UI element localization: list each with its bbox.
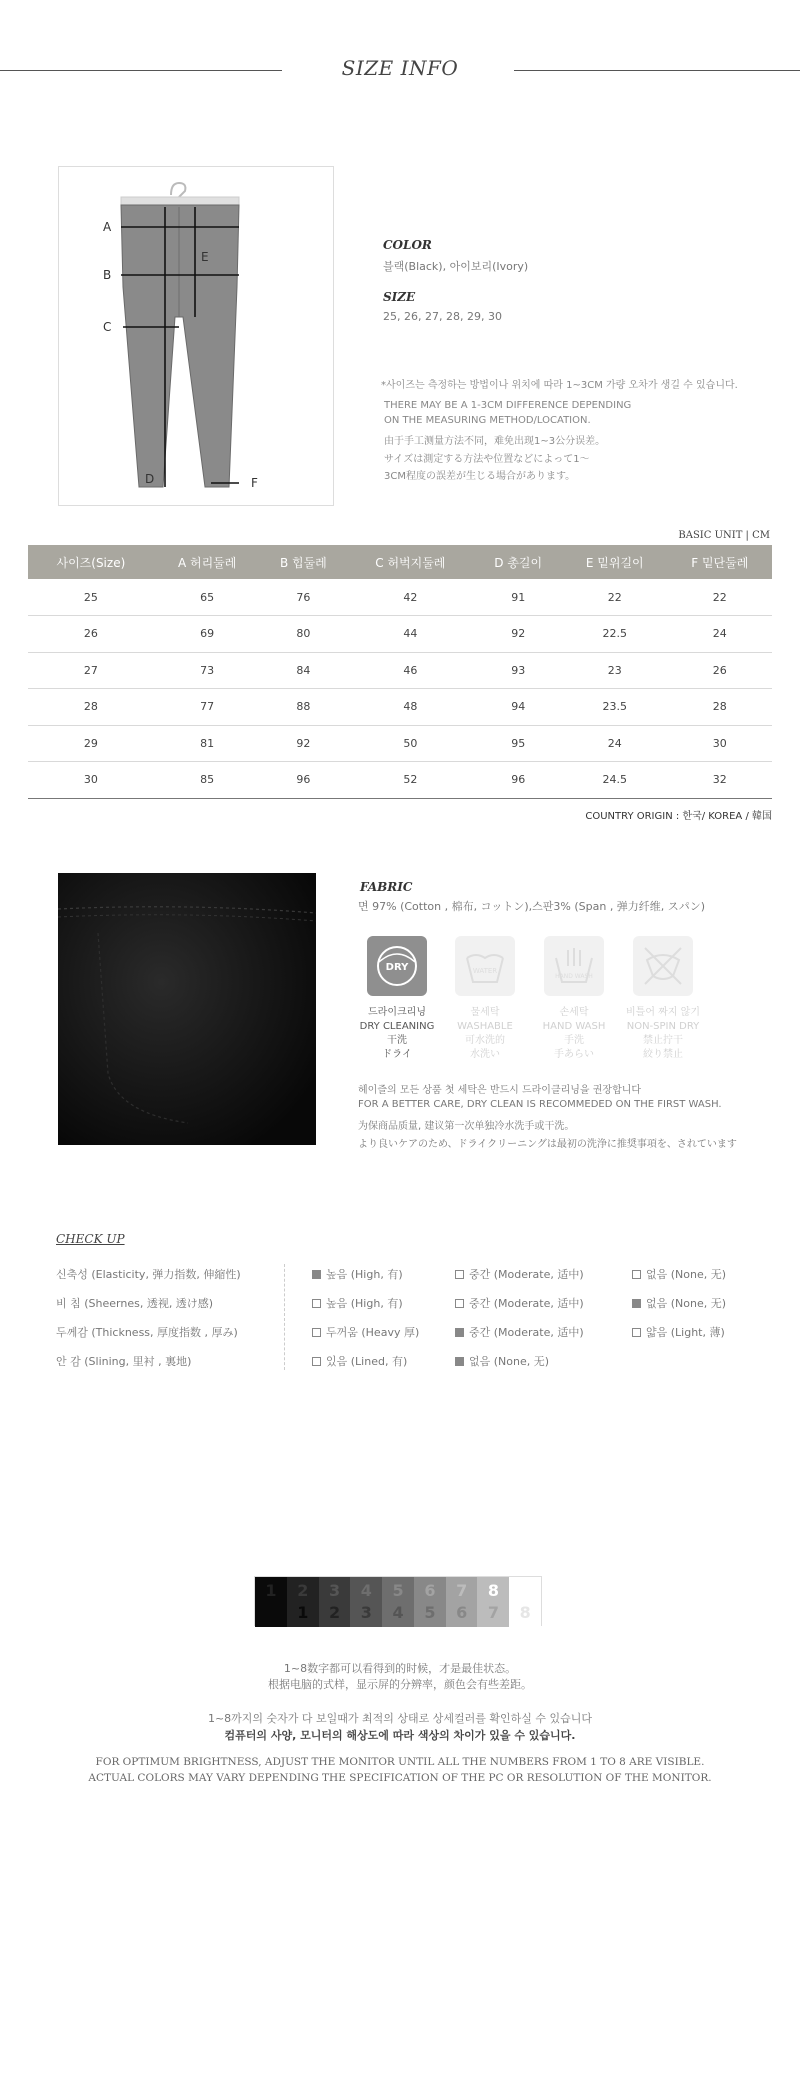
table-cell: 92: [474, 616, 561, 653]
table-cell: 25: [28, 579, 154, 616]
table-cell: 22: [668, 579, 772, 616]
table-cell: 30: [28, 762, 154, 799]
label-b: B: [103, 268, 112, 282]
table-row: [28, 689, 772, 726]
table-row: [28, 762, 772, 799]
option-thickness-heavy: 두꺼움 (Heavy 厚): [312, 1324, 419, 1340]
advice-en: FOR A BETTER CARE, DRY CLEAN IS RECOMMEDED ON THE FIRST WASH.: [358, 1099, 722, 1110]
option-lining-none: 없음 (None, 无): [455, 1353, 549, 1369]
table-cell: 50: [346, 725, 474, 762]
pants-illustration: [59, 167, 333, 505]
table-cell: 22: [562, 579, 668, 616]
gray-cell: 3 2: [319, 1577, 351, 1627]
size-table: [28, 545, 772, 799]
checkbox-checked: [455, 1328, 464, 1337]
checkup-divider: [284, 1264, 285, 1370]
note-ko: *사이즈는 측정하는 방법이나 위치에 따라 1~3CM 가량 오차가 생길 수 있습니다.: [381, 380, 738, 391]
page-title: SIZE INFO: [341, 56, 459, 80]
gray-cell: 6 5: [414, 1577, 446, 1627]
checkbox-unchecked: [455, 1270, 464, 1279]
gray-cell: 1: [255, 1577, 287, 1627]
water-wash-icon: [455, 936, 515, 996]
table-cell: 92: [261, 725, 347, 762]
table-row: [28, 652, 772, 689]
table-cell: 88: [261, 689, 347, 726]
table-cell: 84: [261, 652, 347, 689]
table-cell: 80: [261, 616, 347, 653]
table-cell: 52: [346, 762, 474, 799]
brightness-scale: [254, 1576, 542, 1626]
table-cell: 96: [261, 762, 347, 799]
table-cell: 32: [668, 762, 772, 799]
table-cell: 24.5: [562, 762, 668, 799]
fabric-photo: [58, 873, 316, 1145]
fabric-texture: [58, 873, 316, 1145]
checkup-label-thickness: 두께감 (Thickness, 厚度指数 , 厚み): [56, 1326, 238, 1339]
label-c: C: [103, 320, 112, 334]
table-header: E 밑위길이: [562, 545, 668, 579]
table-row: [28, 616, 772, 653]
note-cn: 由于手工测量方法不同，难免出现1~3公分误差。: [384, 436, 606, 447]
care-text-dry: 드라이크리닝 DRY CLEANING 干洗 ドライ: [359, 1007, 435, 1060]
table-cell: 91: [474, 579, 561, 616]
care-text-hand: 손세탁 HAND WASH 手洗 手あらい: [542, 1007, 606, 1060]
option-sheerness-none: 없음 (None, 无): [632, 1295, 726, 1311]
table-header: F 밑단둘레: [668, 545, 772, 579]
table-cell: 27: [28, 652, 154, 689]
table-header-row: [28, 545, 772, 579]
monitor-text-en-1: FOR OPTIMUM BRIGHTNESS, ADJUST THE MONITOR UNTIL ALL THE NUMBERS FROM 1 TO 8 ARE VISIBLE.: [95, 1756, 705, 1768]
checkbox-checked: [632, 1299, 641, 1308]
size-value: 25, 26, 27, 28, 29, 30: [383, 310, 502, 323]
label-a: A: [103, 220, 112, 234]
table-header: A 허리둘레: [154, 545, 261, 579]
option-sheerness-high: 높음 (High, 有): [312, 1295, 403, 1311]
monitor-text-cn-2: 根据电脑的式样，显示屏的分辨率，颜色会有些差距。: [268, 1678, 532, 1691]
gray-cell: 7 6: [446, 1577, 478, 1627]
table-cell: 46: [346, 652, 474, 689]
table-cell: 42: [346, 579, 474, 616]
gray-cell: 5 4: [382, 1577, 414, 1627]
gray-cell: 8 7: [477, 1577, 509, 1627]
table-cell: 65: [154, 579, 261, 616]
table-header: 사이즈(Size): [28, 545, 154, 579]
gray-cell: 4 3: [350, 1577, 382, 1627]
option-thickness-light: 얇음 (Light, 薄): [632, 1324, 725, 1340]
table-cell: 24: [668, 616, 772, 653]
table-cell: 48: [346, 689, 474, 726]
checkbox-unchecked: [632, 1328, 641, 1337]
gray-cell: 2 1: [287, 1577, 319, 1627]
table-cell: 69: [154, 616, 261, 653]
checkbox-checked: [312, 1270, 321, 1279]
care-text-water: 물세탁 WASHABLE 可水洗的 水洗い: [457, 1007, 513, 1060]
label-d: D: [145, 472, 155, 486]
table-cell: 93: [474, 652, 561, 689]
svg-text:WATER: WATER: [472, 967, 498, 975]
checkup-label-elasticity: 신축성 (Elasticity, 弹力指数, 伸縮性): [56, 1268, 241, 1281]
table-cell: 73: [154, 652, 261, 689]
checkbox-unchecked: [312, 1299, 321, 1308]
note-jp-1: サイズは測定する方法や位置などによって1〜: [384, 454, 590, 465]
svg-text:DRY: DRY: [385, 962, 409, 973]
table-header: D 총길이: [474, 545, 561, 579]
table-cell: 96: [474, 762, 561, 799]
table-cell: 23.5: [562, 689, 668, 726]
table-row: [28, 725, 772, 762]
checkbox-unchecked: [455, 1299, 464, 1308]
advice-cn: 为保商品质量, 建议第一次单独冷水洗手或干洗。: [358, 1121, 575, 1132]
option-thickness-moderate: 중간 (Moderate, 适中): [455, 1324, 584, 1340]
gray-cell: 8: [509, 1577, 541, 1627]
label-e: E: [201, 250, 209, 264]
monitor-text-ko-1: 1~8까지의 숫자가 다 보일때가 최적의 상태로 상세컬러를 확인하실 수 있습니다: [207, 1712, 593, 1725]
label-f: F: [251, 476, 258, 490]
size-heading: SIZE: [383, 290, 416, 304]
no-spin-dry-icon: [633, 936, 693, 996]
table-cell: 23: [562, 652, 668, 689]
color-value: 블랙(Black), 아이보리(Ivory): [383, 260, 529, 273]
monitor-text-ko-2: 컴퓨터의 사양, 모니터의 해상도에 따라 색상의 차이가 있을 수 있습니다.: [224, 1729, 576, 1742]
fabric-value: 면 97% (Cotton , 棉布, コットン),스판3% (Span , 弹力纤维, スパン): [358, 900, 706, 913]
monitor-text-cn-1: 1~8数字都可以看得到的时候，才是最佳状态。: [283, 1662, 517, 1675]
checkup-label-sheerness: 비 침 (Sheernes, 透视, 透け感): [56, 1297, 214, 1310]
note-en-1: THERE MAY BE A 1-3CM DIFFERENCE DEPENDING: [384, 400, 632, 411]
table-cell: 77: [154, 689, 261, 726]
dry-clean-icon: [367, 936, 427, 996]
table-row: [28, 579, 772, 616]
table-cell: 26: [668, 652, 772, 689]
table-cell: 95: [474, 725, 561, 762]
note-jp-2: 3CM程度の誤差が生じる場合があります。: [384, 471, 576, 482]
table-cell: 22.5: [562, 616, 668, 653]
table-cell: 85: [154, 762, 261, 799]
table-cell: 44: [346, 616, 474, 653]
advice-ko: 헤이즐의 모든 상품 첫 세탁은 반드시 드라이클리닝을 권장합니다: [358, 1085, 642, 1096]
table-cell: 76: [261, 579, 347, 616]
option-elasticity-high: 높음 (High, 有): [312, 1266, 403, 1282]
country-origin: COUNTRY ORIGIN : 한국/ KOREA / 韓国: [585, 811, 772, 822]
table-header: C 허벅지둘레: [346, 545, 474, 579]
hand-wash-icon: [544, 936, 604, 996]
table-cell: 94: [474, 689, 561, 726]
table-cell: 29: [28, 725, 154, 762]
fabric-heading: FABRIC: [360, 880, 413, 894]
table-cell: 30: [668, 725, 772, 762]
checkbox-checked: [455, 1357, 464, 1366]
table-cell: 81: [154, 725, 261, 762]
pants-diagram: [58, 166, 334, 506]
advice-jp: より良いケアのため、ドライクリーニングは最初の洗浄に推奨事項を、されています: [358, 1139, 737, 1150]
table-header: B 힙둘레: [261, 545, 347, 579]
option-elasticity-moderate: 중간 (Moderate, 适中): [455, 1266, 584, 1282]
checkup-heading: CHECK UP: [56, 1232, 125, 1246]
care-text-nospin: 비틀어 짜지 않기 NON-SPIN DRY 禁止拧干 絞り禁止: [626, 1007, 700, 1060]
basic-unit: BASIC UNIT | CM: [678, 530, 770, 541]
option-lining-lined: 있음 (Lined, 有): [312, 1353, 407, 1369]
table-cell: 24: [562, 725, 668, 762]
color-heading: COLOR: [383, 238, 432, 252]
option-elasticity-none: 없음 (None, 无): [632, 1266, 726, 1282]
note-en-2: ON THE MEASURING METHOD/LOCATION.: [384, 415, 591, 426]
checkbox-unchecked: [632, 1270, 641, 1279]
table-cell: 28: [28, 689, 154, 726]
checkup-label-lining: 안 감 (Slining, 里衬 , 裏地): [56, 1355, 192, 1368]
checkbox-unchecked: [312, 1357, 321, 1366]
option-sheerness-moderate: 중간 (Moderate, 适中): [455, 1295, 584, 1311]
table-cell: 28: [668, 689, 772, 726]
svg-text:HAND WASH: HAND WASH: [555, 973, 593, 980]
checkbox-unchecked: [312, 1328, 321, 1337]
table-cell: 26: [28, 616, 154, 653]
monitor-text-en-2: ACTUAL COLORS MAY VARY DEPENDING THE SPECIFICATION OF THE PC OR RESOLUTION OF THE MONITOR.: [88, 1772, 712, 1784]
